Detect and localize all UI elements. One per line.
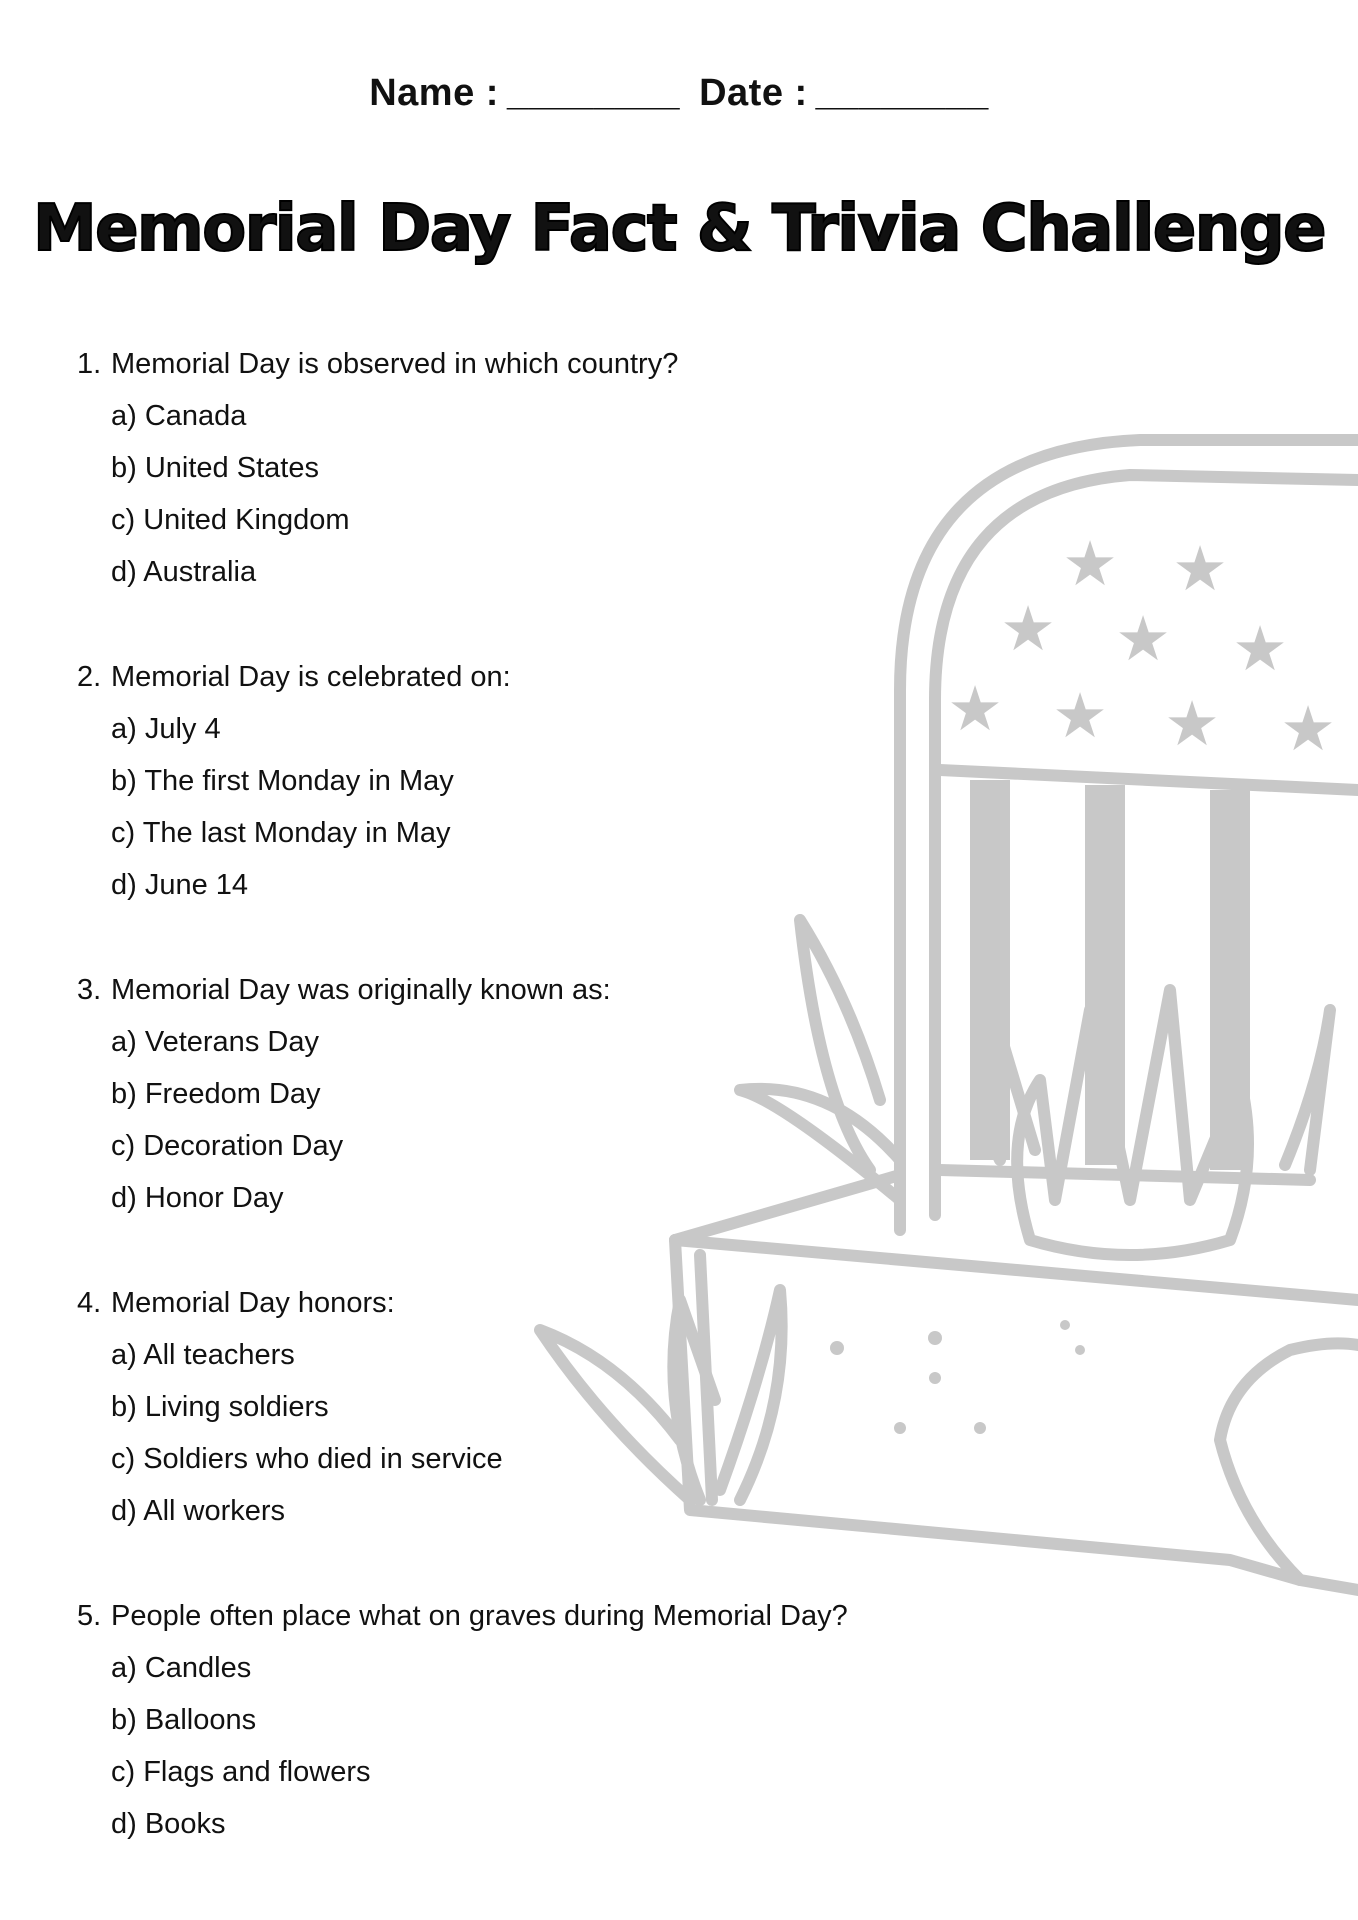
answer-option[interactable]: a) Canada <box>111 400 247 432</box>
answer-option[interactable]: b) The first Monday in May <box>111 765 454 797</box>
answer-option[interactable]: a) Veterans Day <box>111 1026 319 1058</box>
answer-option[interactable]: d) Australia <box>111 556 257 588</box>
question-1 <box>77 338 848 651</box>
answer-option[interactable]: d) Books <box>111 1808 226 1840</box>
question-number: 1. <box>77 347 102 380</box>
answer-option[interactable]: a) Candles <box>111 1652 252 1684</box>
answer-option[interactable]: c) United Kingdom <box>111 504 350 536</box>
question-2 <box>77 651 848 964</box>
question-number: 3. <box>77 973 102 1006</box>
question-text: Memorial Day honors: <box>111 1286 395 1319</box>
question-3 <box>77 964 848 1277</box>
question-text: Memorial Day is observed in which country? <box>111 347 679 380</box>
question-4 <box>77 1277 848 1590</box>
answer-option[interactable]: d) Honor Day <box>111 1182 284 1214</box>
svg-text:★: ★ <box>1232 612 1288 685</box>
page-title: Memorial Day Fact & Trivia Challenge <box>32 192 1326 266</box>
date-field[interactable]: ________ <box>815 72 989 114</box>
svg-text:★: ★ <box>947 672 1003 745</box>
name-label: Name : <box>369 72 499 114</box>
answer-option[interactable]: c) Soldiers who died in service <box>111 1443 503 1475</box>
answer-option[interactable]: a) July 4 <box>111 713 221 745</box>
answer-option[interactable]: c) Decoration Day <box>111 1130 344 1162</box>
svg-text:★: ★ <box>1052 679 1108 752</box>
answer-option[interactable]: b) Freedom Day <box>111 1078 321 1110</box>
answer-option[interactable]: b) Balloons <box>111 1704 257 1736</box>
question-5 <box>77 1590 848 1903</box>
name-field[interactable]: ________ <box>506 72 681 114</box>
question-text: Memorial Day is celebrated on: <box>111 660 511 693</box>
svg-text:★: ★ <box>1062 527 1118 600</box>
svg-text:★: ★ <box>1115 602 1171 675</box>
quiz-list <box>77 338 848 1903</box>
question-number: 4. <box>77 1286 102 1319</box>
question-number: 5. <box>77 1599 102 1632</box>
question-number: 2. <box>77 660 102 693</box>
svg-text:★: ★ <box>1172 532 1228 605</box>
answer-option[interactable]: d) All workers <box>111 1495 286 1527</box>
answer-option[interactable]: c) Flags and flowers <box>111 1756 371 1788</box>
question-text: People often place what on graves during Memorial Day? <box>111 1599 848 1632</box>
answer-option[interactable]: c) The last Monday in May <box>111 817 451 849</box>
answer-option[interactable]: d) June 14 <box>111 869 249 901</box>
svg-text:★: ★ <box>1164 687 1220 760</box>
name-date-header <box>0 72 1358 115</box>
svg-text:★: ★ <box>1000 592 1056 665</box>
date-label: Date : <box>699 72 808 114</box>
svg-text:★: ★ <box>1280 692 1336 765</box>
answer-option[interactable]: b) United States <box>111 452 319 484</box>
answer-option[interactable]: b) Living soldiers <box>111 1391 329 1423</box>
question-text: Memorial Day was originally known as: <box>111 973 611 1006</box>
answer-option[interactable]: a) All teachers <box>111 1339 295 1371</box>
